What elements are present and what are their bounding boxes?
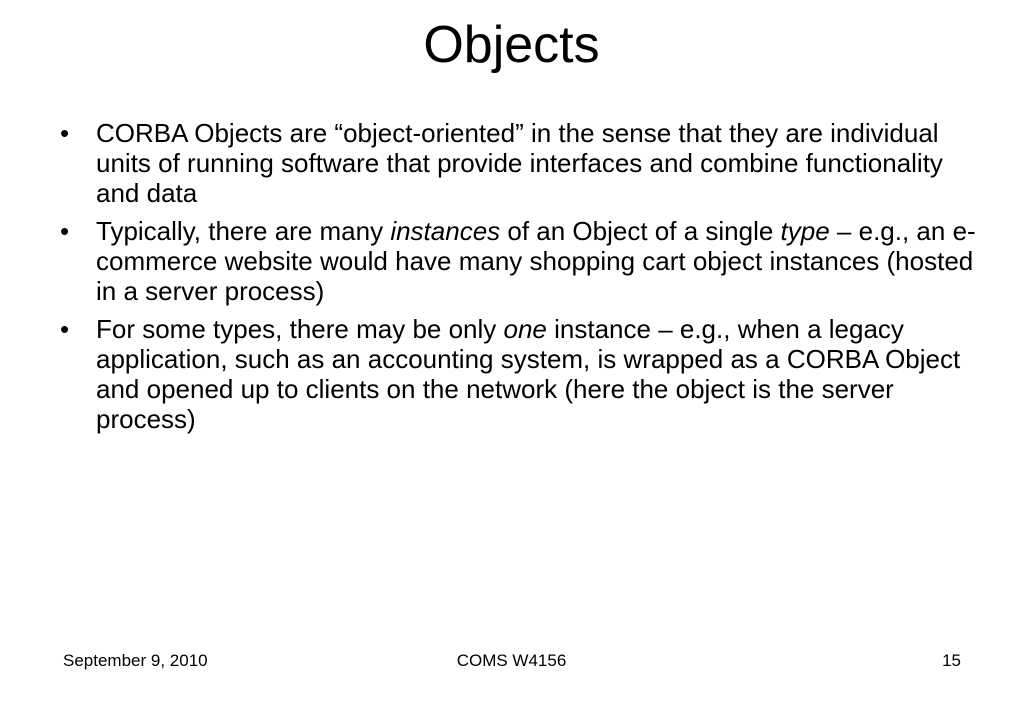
bullet-marker: • (60, 314, 70, 344)
bullet-text-segment: of an Object of a single (500, 216, 781, 246)
bullet-marker: • (60, 118, 70, 148)
bullet-list (60, 118, 980, 442)
footer-date: September 9, 2010 (63, 651, 208, 670)
footer-page-number: 15 (942, 651, 961, 670)
bullet-text-segment: Typically, there are many (96, 216, 391, 246)
bullet-emphasis: instances (390, 216, 501, 246)
bullet-item (60, 118, 980, 208)
bullet-text (96, 118, 943, 208)
bullet-emphasis: one (503, 314, 547, 344)
bullet-item (60, 216, 980, 306)
bullet-text-segment: – e.g., an e-commerce website would have many shopping cart object instances (hosted in a server process) (96, 216, 976, 306)
bullet-text-segment: CORBA Objects are “object-oriented” in the sense that they are individual units of running software that provide interfaces and combine functionality and data (96, 118, 943, 208)
bullet-text-segment: instance – e.g., when a legacy application, such as an accounting system, is wrapped as a CORBA Object and opened up to clients on the network (here the object is the server process) (96, 314, 961, 434)
bullet-text-segment: For some types, there may be only (96, 314, 504, 344)
footer-course: COMS W4156 (456, 651, 567, 670)
bullet-text (96, 314, 960, 434)
bullet-marker: • (60, 216, 70, 246)
bullet-text (96, 216, 976, 306)
bullet-emphasis: type (780, 216, 830, 246)
bullet-item (60, 314, 980, 434)
slide-title: Objects (423, 16, 600, 74)
